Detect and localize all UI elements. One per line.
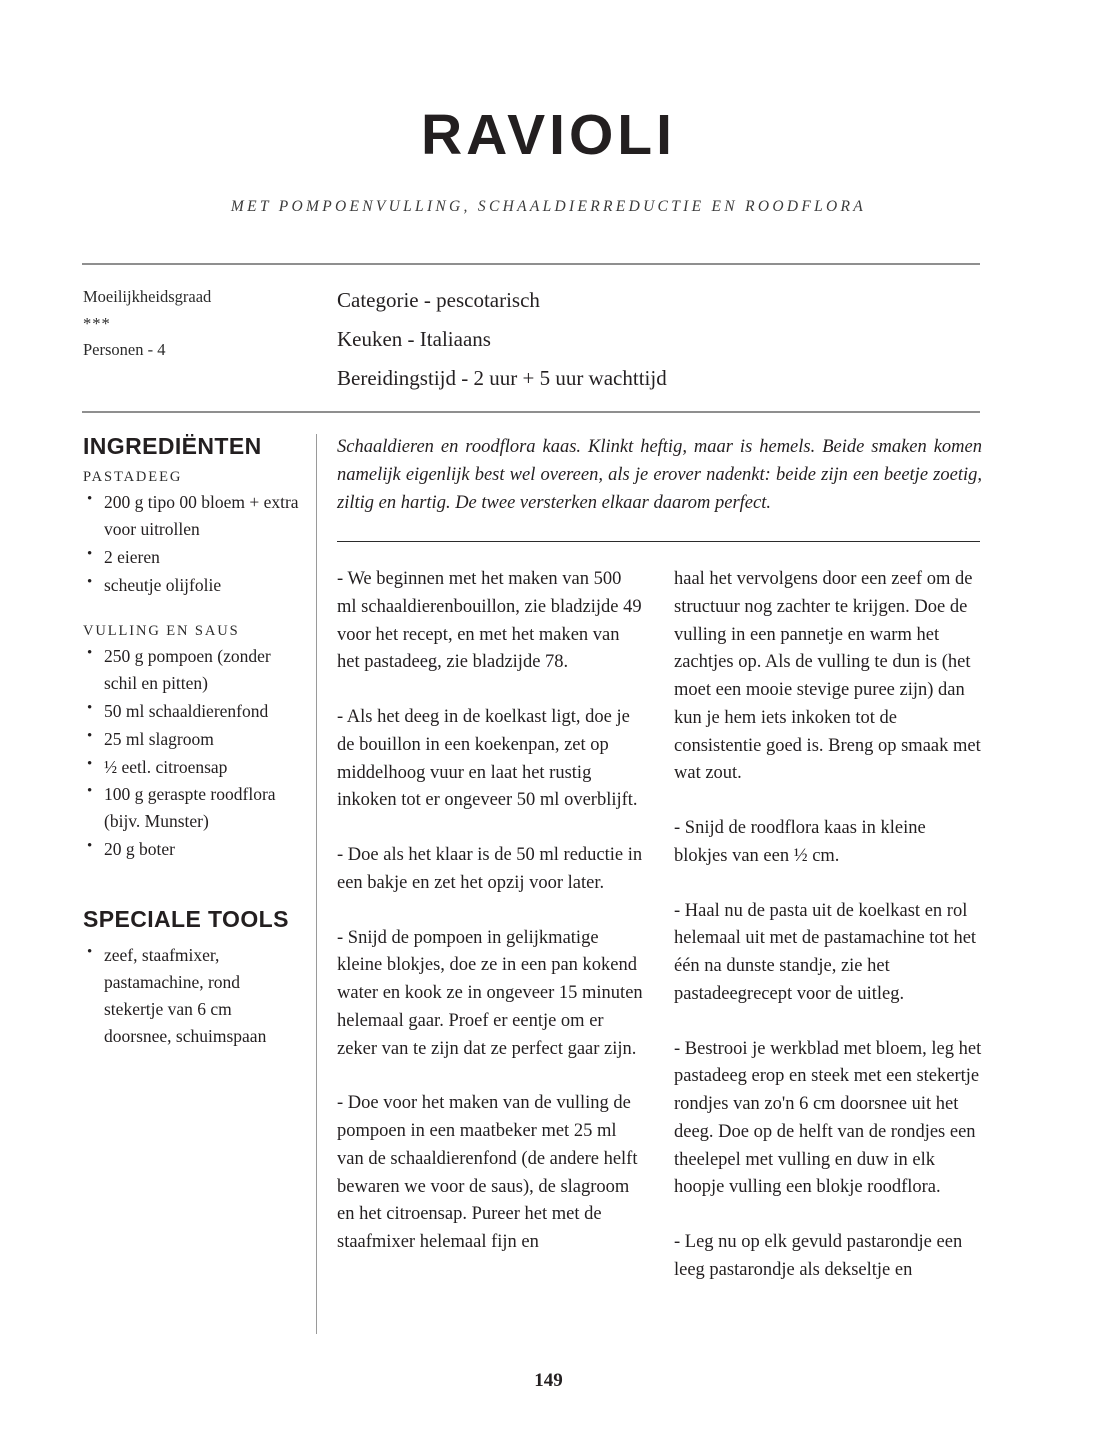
servings-value: Personen - 4 xyxy=(83,340,166,360)
list-item: • 2 eieren xyxy=(83,544,299,571)
difficulty-label: Moeilijkheidsgraad xyxy=(83,287,212,306)
instruction-step: - Snijd de roodflora kaas in kleine blokjes van een ½ cm. xyxy=(674,818,926,866)
list-item: • ½ eetl. citroensap xyxy=(83,754,299,781)
instructions-column-right xyxy=(674,566,982,1312)
instruction-step: - Als het deeg in de koelkast ligt, doe je de bouillon in een koekenpan, zet op middelhoog vuur en laat het rustig inkoken tot er ongeveer 50 ml overblijft. xyxy=(337,707,638,811)
ingredient-group-heading-pastadeeg: PASTADEEG xyxy=(83,469,183,486)
list-item: • 200 g tipo 00 bloem + extra voor uitrollen xyxy=(83,489,299,543)
time-value: Bereidingstijd - 2 uur + 5 uur wachttijd xyxy=(337,365,667,390)
list-item: • 100 g geraspte roodflora (bijv. Munster) xyxy=(83,781,299,835)
meta-left-block xyxy=(83,284,313,364)
ingredients-heading: INGREDIËNTEN xyxy=(83,433,262,459)
list-item: • 25 ml slagroom xyxy=(83,726,299,753)
instruction-step: - We beginnen met het maken van 500 ml schaaldierenbouillon, zie bladzijde 49 voor het recept, en met het maken van het pastadeeg, zie bladzijde 78. xyxy=(337,569,642,673)
instruction-step: - Haal nu de pasta uit de koelkast en rol helemaal uit met de pastamachine tot het één na dunste standje, zie het pastadeegrecept voor de uitleg. xyxy=(674,900,977,1004)
ingredient-list-pastadeeg xyxy=(83,489,299,599)
tools-list xyxy=(83,942,299,1050)
recipe-subtitle: MET POMPOENVULLING, SCHAALDIERREDUCTIE EN ROODFLORA xyxy=(230,198,867,215)
instruction-step-continuation: haal het vervolgens door een zeef om de structuur nog zachter te krijgen. Doe de vulling in een pannetje en warm het zachtjes op. Als de vulling te dun is (het moet een mooie stevige puree zijn) dan kun je hem iets inkoken tot de consistentie goed is. Breng op smaak met wat zout. xyxy=(674,569,981,784)
meta-right-block xyxy=(337,281,977,398)
cuisine-value: Keuken - Italiaans xyxy=(337,326,491,351)
recipe-intro: Schaaldieren en roodflora kaas. Klinkt heftig, maar is hemels. Beide smaken komen namelijk eigenlijk best wel overeen, als je erover nadenkt: beide zijn een beetje zoetig, ziltig en hartig. De twee versterken elkaar daarom perfect. xyxy=(337,437,982,514)
instruction-step: - Doe als het klaar is de 50 ml reductie in een bakje en zet het opzij voor later. xyxy=(337,845,643,893)
ingredient-list-vulling-en-saus xyxy=(83,643,299,864)
divider-vertical xyxy=(316,434,317,1334)
divider-top xyxy=(82,263,980,265)
instructions-column-left xyxy=(337,566,645,1284)
list-item: • scheutje olijfolie xyxy=(83,572,299,599)
instruction-step: - Snijd de pompoen in gelijkmatige kleine blokjes, doe ze in een pan kokend water en kook ze in ongeveer 15 minuten helemaal gaar. Proef er eentje om er zeker van te zijn dat ze perfect gaar zijn. xyxy=(337,927,643,1059)
category-value: Categorie - pescotarisch xyxy=(337,288,540,312)
instruction-step: - Bestrooi je werkblad met bloem, leg het pastadeeg erop en steek met een stekertje rondjes van zo'n 6 cm doorsnee uit het deeg. Doe op de helft van de rondjes een theelepel met vulling en duw in elk hoopje vulling een blokje roodflora. xyxy=(674,1038,982,1198)
recipe-title: RAVIOLI xyxy=(421,103,676,167)
list-item: • 50 ml schaaldierenfond xyxy=(83,698,299,725)
list-item: • 20 g boter xyxy=(83,836,299,863)
tools-heading: SPECIALE TOOLS xyxy=(83,906,289,933)
ingredients-sidebar xyxy=(83,432,299,1051)
difficulty-stars: *** xyxy=(83,313,111,333)
list-item: • zeef, staafmixer, pastamachine, rond stekertje van 6 cm doorsnee, schuimspaan xyxy=(83,942,299,1050)
page-number: 149 xyxy=(534,1370,563,1391)
list-item: • 250 g pompoen (zonder schil en pitten) xyxy=(83,643,299,697)
divider-intro xyxy=(337,541,980,542)
ingredient-group-heading-vulling-en-saus: VULLING EN SAUS xyxy=(83,622,240,639)
instruction-step: - Leg nu op elk gevuld pastarondje een leeg pastarondje als dekseltje en xyxy=(674,1232,963,1280)
instruction-step: - Doe voor het maken van de vulling de pompoen in een maatbeker met 25 ml van de schaaldierenfond (de andere helft bewaren we voor de saus), de slagroom en het citroensap. Pureer het met de staafmixer helemaal fijn en xyxy=(337,1093,638,1252)
divider-middle xyxy=(82,411,980,413)
instructions xyxy=(337,566,982,1336)
